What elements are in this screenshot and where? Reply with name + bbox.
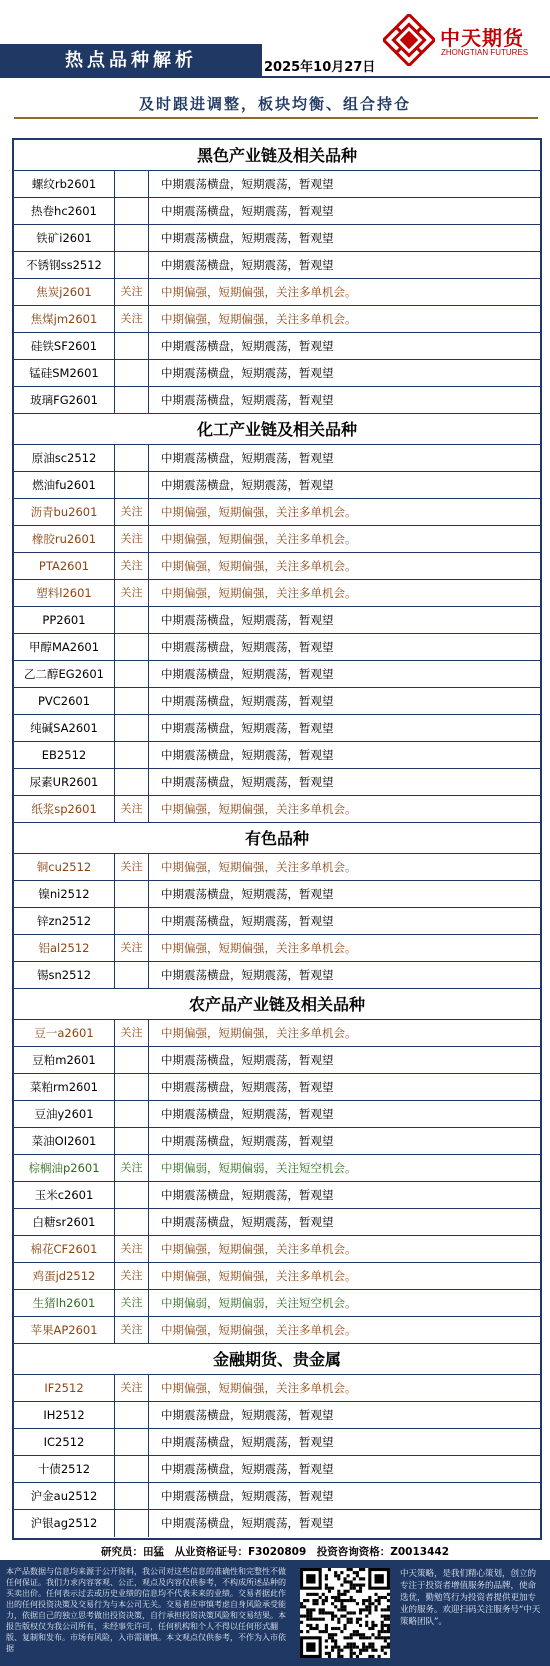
focus-flag-cell: 关注 — [115, 854, 149, 880]
section-header: 农产品产业链及相关品种 — [14, 989, 540, 1020]
focus-flag-cell — [115, 1456, 149, 1482]
follow-text: 中天策略，是我们精心策划，创立的专注于投资者增值服务的品牌，使命选优，勤勉笃行为投资者提供更加专业的服务。欢迎扫码关注服务号“中天策略团队”。 — [400, 1569, 541, 1627]
table-row — [14, 1020, 540, 1047]
product-name-cell: 十债2512 — [14, 1456, 115, 1482]
table-row — [14, 935, 540, 962]
product-name-cell: 乙二醇EG2601 — [14, 661, 115, 687]
table-row — [14, 1236, 540, 1263]
table-row — [14, 1456, 540, 1483]
focus-flag-cell — [115, 252, 149, 278]
focus-flag-cell — [115, 1402, 149, 1428]
product-name-cell: 沥青bu2601 — [14, 499, 115, 525]
focus-flag-cell — [115, 769, 149, 795]
outlook-cell: 中期震荡横盘，短期震荡，暂观望 — [161, 231, 334, 245]
focus-flag-cell — [115, 171, 149, 197]
table-row — [14, 553, 540, 580]
report-date: 2025年10月27日 — [264, 60, 376, 75]
product-name-cell: 豆油y2601 — [14, 1101, 115, 1127]
outlook-cell: 中期震荡横盘，短期震荡，暂观望 — [161, 1215, 334, 1229]
product-name-cell: 橡胶ru2601 — [14, 526, 115, 552]
brand-name-en: ZHONGTIAN FUTURES — [441, 48, 529, 57]
product-name-cell: 纯碱SA2601 — [14, 715, 115, 741]
focus-flag-cell — [115, 1047, 149, 1073]
table-row — [14, 360, 540, 387]
focus-flag-cell — [115, 607, 149, 633]
outlook-cell: 中期偏强，短期偏强，关注多单机会。 — [161, 559, 357, 573]
outlook-cell: 中期震荡横盘，短期震荡，暂观望 — [161, 1107, 334, 1121]
researcher-info: 研究员：田猛 从业资格证号：F3020809 投资咨询资格：Z0013442 — [100, 1546, 450, 1558]
product-name-cell: 铁矿i2601 — [14, 225, 115, 251]
focus-flag-cell: 关注 — [115, 1263, 149, 1289]
outlook-cell: 中期震荡横盘，短期震荡，暂观望 — [161, 451, 334, 465]
outlook-cell: 中期震荡横盘，短期震荡，暂观望 — [161, 258, 334, 272]
table-row — [14, 742, 540, 769]
focus-flag-cell — [115, 688, 149, 714]
product-name-cell: 镍ni2512 — [14, 881, 115, 907]
section-header: 化工产业链及相关品种 — [14, 414, 540, 445]
outlook-cell: 中期偏强，短期偏强，关注多单机会。 — [161, 1269, 357, 1283]
focus-flag-cell: 关注 — [115, 1155, 149, 1181]
table-row — [14, 1483, 540, 1510]
footer — [0, 1560, 550, 1666]
product-name-cell: 不锈钢ss2512 — [14, 252, 115, 278]
table-row — [14, 1317, 540, 1344]
product-name-cell: 豆粕m2601 — [14, 1047, 115, 1073]
outlook-cell: 中期偏强，短期偏强，关注多单机会。 — [161, 1381, 357, 1395]
table-row — [14, 634, 540, 661]
focus-flag-cell — [115, 881, 149, 907]
table-row — [14, 1263, 540, 1290]
table-row — [14, 1182, 540, 1209]
outlook-cell: 中期震荡横盘，短期震荡，暂观望 — [161, 748, 334, 762]
focus-flag-cell: 关注 — [115, 499, 149, 525]
outlook-cell: 中期偏强，短期偏强，关注多单机会。 — [161, 1323, 357, 1337]
product-name-cell: 棕榈油p2601 — [14, 1155, 115, 1181]
focus-flag-cell — [115, 908, 149, 934]
outlook-cell: 中期震荡横盘，短期震荡，暂观望 — [161, 1188, 334, 1202]
product-name-cell: IC2512 — [14, 1429, 115, 1455]
product-name-cell: 豆一a2601 — [14, 1020, 115, 1046]
outlook-cell: 中期震荡横盘，短期震荡，暂观望 — [161, 694, 334, 708]
outlook-cell: 中期震荡横盘，短期震荡，暂观望 — [161, 1134, 334, 1148]
product-name-cell: 生猪lh2601 — [14, 1290, 115, 1316]
table-row — [14, 198, 540, 225]
focus-flag-cell — [115, 1182, 149, 1208]
product-name-cell: 塑料l2601 — [14, 580, 115, 606]
table-row — [14, 769, 540, 796]
product-name-cell: 玻璃FG2601 — [14, 387, 115, 413]
outlook-cell: 中期偏强，短期偏强，关注多单机会。 — [161, 285, 357, 299]
product-name-cell: PP2601 — [14, 607, 115, 633]
product-name-cell: 白糖sr2601 — [14, 1209, 115, 1235]
table-row — [14, 854, 540, 881]
table-row — [14, 715, 540, 742]
table-row — [14, 472, 540, 499]
focus-flag-cell: 关注 — [115, 1290, 149, 1316]
product-name-cell: 棉花CF2601 — [14, 1236, 115, 1262]
table-row — [14, 526, 540, 553]
table-row — [14, 1101, 540, 1128]
outlook-cell: 中期震荡横盘，短期震荡，暂观望 — [161, 613, 334, 627]
outlook-cell: 中期震荡横盘，短期震荡，暂观望 — [161, 366, 334, 380]
outlook-cell: 中期偏强，短期偏强，关注多单机会。 — [161, 312, 357, 326]
table-row — [14, 279, 540, 306]
focus-flag-cell — [115, 1128, 149, 1154]
table-row — [14, 306, 540, 333]
table-row — [14, 387, 540, 414]
table-row — [14, 445, 540, 472]
product-name-cell: 鸡蛋jd2512 — [14, 1263, 115, 1289]
outlook-cell: 中期震荡横盘，短期震荡，暂观望 — [161, 721, 334, 735]
outlook-cell: 中期偏强，短期偏强，关注多单机会。 — [161, 1026, 357, 1040]
focus-flag-cell — [115, 661, 149, 687]
table-row — [14, 796, 540, 823]
outlook-cell: 中期震荡横盘，短期震荡，暂观望 — [161, 1435, 334, 1449]
outlook-cell: 中期震荡横盘，短期震荡，暂观望 — [161, 204, 334, 218]
disclaimer-text: 本产品数据与信息均来源于公开资料，我公司对这些信息的准确性和完整性不做任何保证。我们力求内容客观、公正，观点及内容仅供参考，不构成所述品种的买卖出价。任何表示过去或历史业绩的信息均不代表未来的业绩。交易者据此作出的任何投资决策及交易行为与本公司无关。交易者应审慎考虑自身风险承受能力，依据自己的独立思考做出投资决策，自行承担投资决策风险和交易结果。本报告版权仅为我公司所有，未经事先许可，任何机构和个人不得以任何形式翻版、复制和发布。市场有风险，入市需谨慎。本文观点仅供参考，不作为入市依据 — [6, 1567, 286, 1653]
outlook-cell: 中期偏强，短期偏强，关注多单机会。 — [161, 586, 357, 600]
outlook-cell: 中期震荡横盘，短期震荡，暂观望 — [161, 1053, 334, 1067]
focus-flag-cell — [115, 715, 149, 741]
focus-flag-cell: 关注 — [115, 1020, 149, 1046]
qr-code-icon[interactable] — [300, 1568, 390, 1658]
table-row — [14, 1429, 540, 1456]
table-row — [14, 1155, 540, 1182]
product-name-cell: 螺纹rb2601 — [14, 171, 115, 197]
focus-flag-cell — [115, 333, 149, 359]
table-row — [14, 1074, 540, 1101]
slogan-rule — [14, 117, 538, 119]
outlook-cell: 中期震荡横盘，短期震荡，暂观望 — [161, 887, 334, 901]
product-name-cell: PVC2601 — [14, 688, 115, 714]
product-name-cell: 锡sn2512 — [14, 962, 115, 988]
outlook-cell: 中期震荡横盘，短期震荡，暂观望 — [161, 914, 334, 928]
product-name-cell: 菜粕rm2601 — [14, 1074, 115, 1100]
slogan: 及时跟进调整，板块均衡、组合持仓 — [138, 95, 411, 113]
product-name-cell: 锌zn2512 — [14, 908, 115, 934]
table-row — [14, 333, 540, 360]
focus-flag-cell — [115, 387, 149, 413]
focus-flag-cell: 关注 — [115, 279, 149, 305]
table-row — [14, 1047, 540, 1074]
table-row — [14, 881, 540, 908]
table-row — [14, 580, 540, 607]
product-name-cell: 苹果AP2601 — [14, 1317, 115, 1343]
outlook-cell: 中期震荡横盘，短期震荡，暂观望 — [161, 339, 334, 353]
table-row — [14, 1375, 540, 1402]
zhongtian-logo-icon — [383, 14, 435, 66]
product-name-cell: 焦炭j2601 — [14, 279, 115, 305]
product-name-cell: 原油sc2512 — [14, 445, 115, 471]
focus-flag-cell — [115, 1510, 149, 1537]
focus-flag-cell — [115, 198, 149, 224]
focus-flag-cell — [115, 1209, 149, 1235]
outlook-cell: 中期震荡横盘，短期震荡，暂观望 — [161, 177, 334, 191]
outlook-cell: 中期震荡横盘，短期震荡，暂观望 — [161, 1408, 334, 1422]
focus-flag-cell: 关注 — [115, 306, 149, 332]
table-row — [14, 1128, 540, 1155]
product-name-cell: 玉米c2601 — [14, 1182, 115, 1208]
product-name-cell: 硅铁SF2601 — [14, 333, 115, 359]
outlook-cell: 中期震荡横盘，短期震荡，暂观望 — [161, 640, 334, 654]
focus-flag-cell — [115, 360, 149, 386]
focus-flag-cell — [115, 1101, 149, 1127]
table-row — [14, 661, 540, 688]
outlook-cell: 中期偏弱，短期偏弱，关注短空机会。 — [161, 1161, 357, 1175]
focus-flag-cell — [115, 962, 149, 988]
outlook-cell: 中期偏强，短期偏强，关注多单机会。 — [161, 1242, 357, 1256]
focus-flag-cell — [115, 472, 149, 498]
focus-flag-cell: 关注 — [115, 526, 149, 552]
outlook-cell: 中期偏强，短期偏强，关注多单机会。 — [161, 941, 357, 955]
outlook-cell: 中期偏强，短期偏强，关注多单机会。 — [161, 802, 357, 816]
focus-flag-cell — [115, 742, 149, 768]
focus-flag-cell — [115, 634, 149, 660]
product-name-cell: 燃油fu2601 — [14, 472, 115, 498]
report-header — [0, 0, 550, 113]
table-row — [14, 171, 540, 198]
product-name-cell: 甲醇MA2601 — [14, 634, 115, 660]
focus-flag-cell: 关注 — [115, 1236, 149, 1262]
product-name-cell: 铜cu2512 — [14, 854, 115, 880]
outlook-cell: 中期偏弱，短期偏弱，关注短空机会。 — [161, 1296, 357, 1310]
focus-flag-cell — [115, 225, 149, 251]
outlook-cell: 中期震荡横盘，短期震荡，暂观望 — [161, 478, 334, 492]
product-name-cell: IH2512 — [14, 1402, 115, 1428]
product-name-cell: 铝al2512 — [14, 935, 115, 961]
product-name-cell: 沪银ag2512 — [14, 1510, 115, 1537]
section-header: 黑色产业链及相关品种 — [14, 140, 540, 171]
outlook-cell: 中期偏强，短期偏强，关注多单机会。 — [161, 860, 357, 874]
product-name-cell: 沪金au2512 — [14, 1483, 115, 1509]
focus-flag-cell — [115, 1074, 149, 1100]
outlook-cell: 中期偏强，短期偏强，关注多单机会。 — [161, 532, 357, 546]
product-analysis-table — [12, 138, 542, 1540]
outlook-cell: 中期震荡横盘，短期震荡，暂观望 — [161, 667, 334, 681]
section-header: 有色品种 — [14, 823, 540, 854]
product-name-cell: EB2512 — [14, 742, 115, 768]
table-row — [14, 499, 540, 526]
product-name-cell: 纸浆sp2601 — [14, 796, 115, 822]
product-name-cell: IF2512 — [14, 1375, 115, 1401]
table-row — [14, 225, 540, 252]
product-name-cell: 菜油OI2601 — [14, 1128, 115, 1154]
table-row — [14, 1290, 540, 1317]
outlook-cell: 中期偏强，短期偏强，关注多单机会。 — [161, 505, 357, 519]
product-name-cell: 焦煤jm2601 — [14, 306, 115, 332]
table-row — [14, 252, 540, 279]
section-header: 金融期货、贵金属 — [14, 1344, 540, 1375]
brand-name-cn: 中天期货 — [440, 26, 524, 50]
table-row — [14, 607, 540, 634]
focus-flag-cell: 关注 — [115, 796, 149, 822]
table-row — [14, 962, 540, 989]
outlook-cell: 中期震荡横盘，短期震荡，暂观望 — [161, 1462, 334, 1476]
outlook-cell: 中期震荡横盘，短期震荡，暂观望 — [161, 393, 334, 407]
focus-flag-cell — [115, 1483, 149, 1509]
outlook-cell: 中期震荡横盘，短期震荡，暂观望 — [161, 1516, 334, 1530]
table-row — [14, 1209, 540, 1236]
outlook-cell: 中期震荡横盘，短期震荡，暂观望 — [161, 775, 334, 789]
outlook-cell: 中期震荡横盘，短期震荡，暂观望 — [161, 968, 334, 982]
focus-flag-cell: 关注 — [115, 935, 149, 961]
outlook-cell: 中期震荡横盘，短期震荡，暂观望 — [161, 1080, 334, 1094]
focus-flag-cell: 关注 — [115, 580, 149, 606]
product-name-cell: 锰硅SM2601 — [14, 360, 115, 386]
focus-flag-cell — [115, 1429, 149, 1455]
focus-flag-cell: 关注 — [115, 1317, 149, 1343]
table-row — [14, 1510, 540, 1537]
outlook-cell: 中期震荡横盘，短期震荡，暂观望 — [161, 1489, 334, 1503]
product-name-cell: PTA2601 — [14, 553, 115, 579]
product-name-cell: 尿素UR2601 — [14, 769, 115, 795]
table-row — [14, 908, 540, 935]
header-rule — [262, 76, 550, 78]
focus-flag-cell — [115, 445, 149, 471]
focus-flag-cell: 关注 — [115, 1375, 149, 1401]
product-name-cell: 热卷hc2601 — [14, 198, 115, 224]
report-title: 热点品种解析 — [65, 50, 197, 71]
table-row — [14, 1402, 540, 1429]
focus-flag-cell: 关注 — [115, 553, 149, 579]
table-row — [14, 688, 540, 715]
